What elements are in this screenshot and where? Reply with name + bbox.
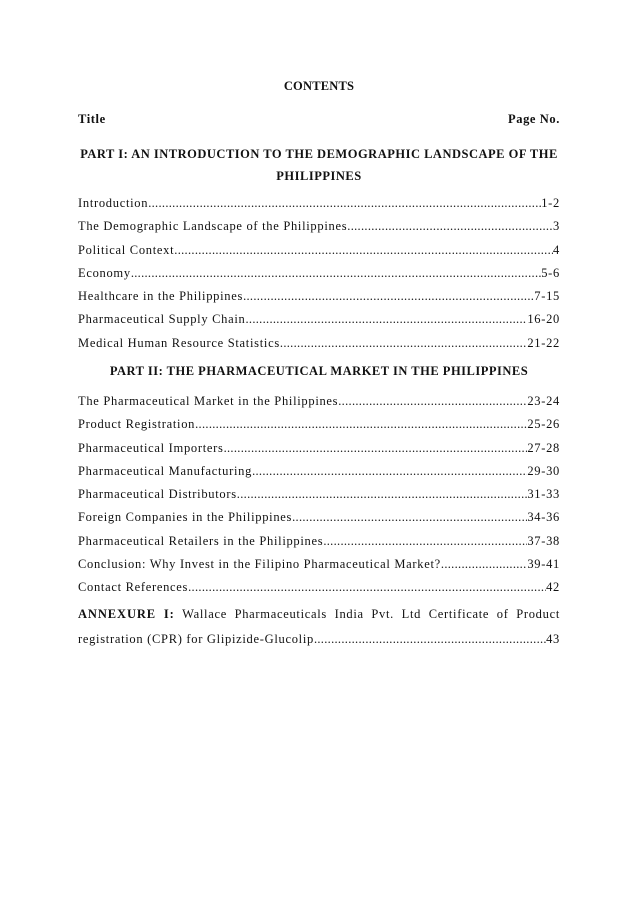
toc-entry-label: The Demographic Landscape of the Philippines	[78, 219, 348, 234]
toc-entry-page: 34-36	[527, 510, 560, 525]
toc-entry[interactable]	[78, 336, 560, 359]
dot-leader	[131, 266, 541, 281]
toc-entry-page: 16-20	[527, 312, 560, 327]
toc-entry-label: Pharmaceutical Retailers in the Philippines	[78, 533, 324, 548]
toc-entry[interactable]	[78, 312, 560, 335]
toc-entry-label: Medical Human Resource Statistics	[78, 335, 280, 350]
toc-entry[interactable]	[78, 534, 560, 557]
toc-entry[interactable]	[78, 417, 560, 440]
toc-entry-page: 23-24	[527, 394, 560, 408]
toc-entry[interactable]	[78, 394, 560, 417]
toc-entry-label: Pharmaceutical Distributors	[78, 487, 237, 502]
dot-leader	[188, 580, 546, 595]
toc-entry-label: Product Registration	[78, 417, 196, 432]
toc-entry-page: 7-15	[534, 289, 560, 304]
toc-entry-label: Pharmaceutical Importers	[78, 440, 224, 455]
annexure-text-line-2: registration (CPR) for Glipizide-Glucolip	[78, 632, 314, 646]
dot-leader	[252, 464, 527, 479]
toc-entry-label: The Pharmaceutical Market in the Philippines	[78, 394, 339, 408]
dot-leader	[245, 312, 527, 327]
dot-leader	[237, 487, 528, 502]
annexure-entry[interactable]	[78, 602, 560, 652]
page-number-column-header: Page No.	[507, 112, 560, 126]
part1-entries	[78, 196, 560, 359]
annexure-label: ANNEXURE I:	[78, 607, 175, 621]
dot-leader	[323, 534, 527, 549]
toc-entry-page: 42	[546, 580, 560, 595]
toc-entry[interactable]	[78, 464, 560, 487]
toc-entry[interactable]	[78, 441, 560, 464]
toc-entry-page: 25-26	[527, 417, 560, 432]
toc-entry[interactable]	[78, 243, 560, 266]
dot-leader	[174, 243, 553, 258]
toc-entry[interactable]	[78, 510, 560, 533]
toc-entry-label: Foreign Companies in the Philippines	[78, 510, 293, 525]
column-headers	[78, 112, 560, 127]
toc-entry[interactable]	[78, 487, 560, 510]
toc-entry-page: 27-28	[527, 440, 560, 455]
toc-entry[interactable]	[78, 266, 560, 289]
annexure-line-1	[78, 602, 560, 627]
dot-leader	[148, 196, 541, 211]
toc-entry-page: 1-2	[541, 196, 560, 210]
toc-entry[interactable]	[78, 196, 560, 219]
toc-entry-page: 31-33	[527, 487, 560, 502]
toc-entry-label: Healthcare in the Philippines	[78, 289, 244, 304]
dot-leader	[347, 219, 553, 234]
toc-entry-page: 21-22	[527, 335, 560, 350]
part2-title: PART II: THE PHARMACEUTICAL MARKET IN THE PHILIPPINES	[109, 364, 529, 378]
part1-title: PART I: AN INTRODUCTION TO THE DEMOGRAPHIC LANDSCAPE OF THE PHILIPPINES	[80, 147, 558, 183]
dot-leader	[338, 394, 527, 409]
toc-entry[interactable]	[78, 289, 560, 312]
toc-entry-page: 3	[553, 219, 560, 234]
toc-entry-label: Introduction	[78, 196, 149, 210]
part2-entries	[78, 394, 560, 604]
toc-entry[interactable]	[78, 219, 560, 242]
toc-entry-page: 29-30	[527, 463, 560, 478]
toc-entry-page: 5-6	[541, 265, 560, 280]
toc-entry-page: 37-38	[527, 533, 560, 548]
toc-entry[interactable]	[78, 557, 560, 580]
title-column-header: Title	[78, 112, 106, 126]
contents-heading: CONTENTS	[283, 79, 355, 93]
dot-leader	[195, 417, 527, 432]
toc-entry-label: Conclusion: Why Invest in the Filipino Pharmaceutical Market?	[78, 557, 441, 572]
toc-entry-page: 39-41	[527, 557, 560, 572]
dot-leader	[243, 289, 534, 304]
toc-entry-page: 4	[553, 242, 560, 257]
dot-leader	[280, 336, 527, 351]
annexure-text-line-1: Wallace Pharmaceuticals India Pvt. Ltd Certificate of Product	[182, 607, 561, 621]
dot-leader	[314, 627, 546, 652]
dot-leader	[441, 557, 527, 572]
dot-leader	[292, 510, 527, 525]
annexure-line-2	[78, 627, 560, 652]
toc-entry-label: Economy	[78, 265, 131, 280]
toc-entry-label: Political Context	[78, 242, 175, 257]
toc-entry-label: Contact References	[78, 580, 189, 595]
toc-entry[interactable]	[78, 580, 560, 603]
dot-leader	[224, 441, 528, 456]
toc-entry-label: Pharmaceutical Supply Chain	[78, 312, 246, 327]
annexure-page: 43	[546, 632, 560, 646]
toc-entry-label: Pharmaceutical Manufacturing	[78, 463, 253, 478]
